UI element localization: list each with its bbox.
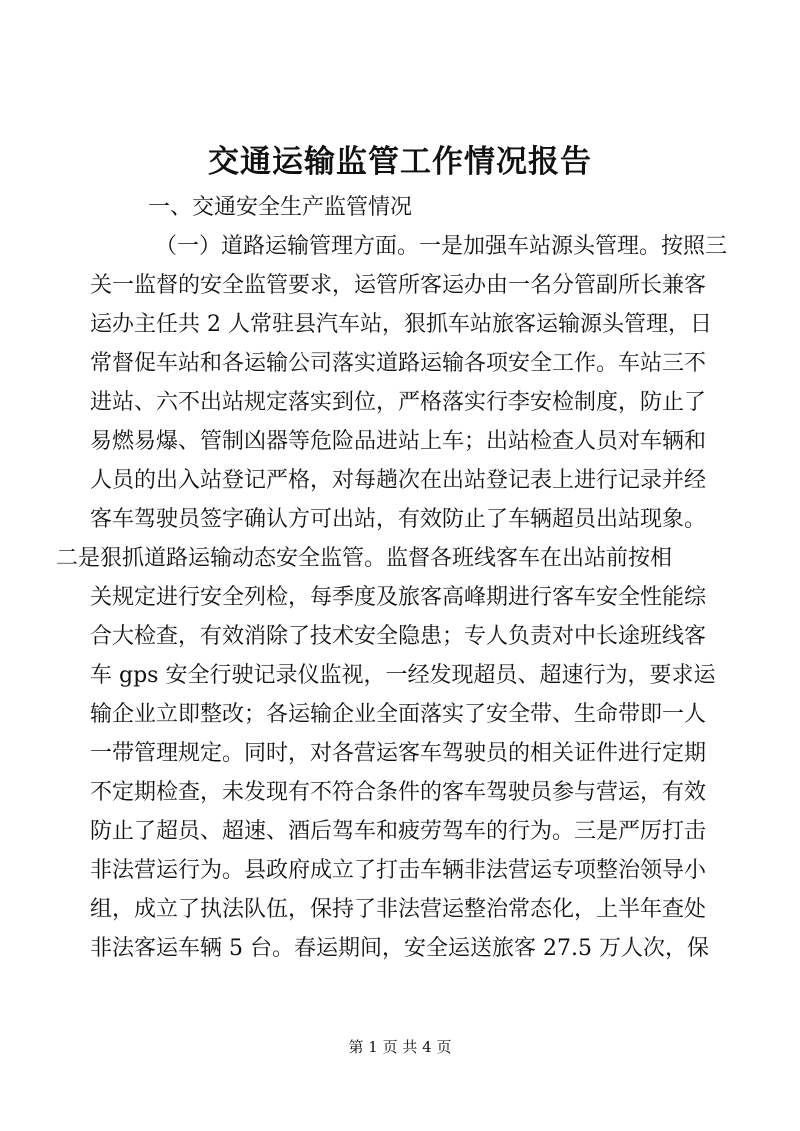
paragraph-line: 常督促车站和各运输公司落实道路运输各项安全工作。车站三不 bbox=[90, 351, 707, 376]
paragraph-line: 组，成立了执法队伍，保持了非法营运整治常态化，上半年查处 bbox=[90, 897, 707, 922]
paragraph-line: 一带管理规定。同时，对各营运客车驾驶员的相关证件进行定期 bbox=[90, 741, 707, 766]
page-footer: 第 1 页 共 4 页 bbox=[348, 1038, 452, 1056]
section-heading: 一、交通安全生产监管情况 bbox=[148, 195, 413, 220]
paragraph-line: 关一监督的安全监管要求，运管所客运办由一名分管副所长兼客 bbox=[90, 273, 707, 298]
paragraph-line: 易燃易爆、管制凶器等危险品进站上车；出站检查人员对车辆和 bbox=[90, 429, 707, 454]
paragraph-line: 输企业立即整改；各运输企业全面落实了安全带、生命带即一人 bbox=[90, 702, 707, 727]
paragraph-line: 防止了超员、超速、酒后驾车和疲劳驾车的行为。三是严厉打击 bbox=[90, 819, 707, 844]
paragraph-line: 运办主任共 2 人常驻县汽车站，狠抓车站旅客运输源头管理，日 bbox=[90, 312, 712, 337]
paragraph-line: 车 gps 安全行驶记录仪监视，一经发现超员、超速行为，要求运 bbox=[90, 663, 716, 688]
paragraph-line: 不定期检查，未发现有不符合条件的客车驾驶员参与营运，有效 bbox=[90, 780, 707, 805]
paragraph-line: 进站、六不出站规定落实到位，严格落实行李安检制度，防止了 bbox=[90, 390, 707, 415]
paragraph-line: 关规定进行安全列检，每季度及旅客高峰期进行客车安全性能综 bbox=[90, 585, 707, 610]
paragraph-line: 合大检查，有效消除了技术安全隐患；专人负责对中长途班线客 bbox=[90, 624, 707, 649]
paragraph-line: （一）道路运输管理方面。一是加强车站源头管理。按照三 bbox=[155, 234, 728, 259]
document-title: 交通运输监管工作情况报告 bbox=[208, 144, 592, 180]
paragraph-line: 客车驾驶员签字确认方可出站，有效防止了车辆超员出站现象。 bbox=[90, 507, 707, 532]
paragraph-line: 非法客运车辆 5 台。春运期间，安全运送旅客 27.5 万人次，保 bbox=[90, 936, 709, 961]
paragraph-line: 人员的出入站登记严格，对每趟次在出站登记表上进行记录并经 bbox=[90, 468, 707, 493]
paragraph-line: 二是狠抓道路运输动态安全监管。监督各班线客车在出站前按相 bbox=[56, 546, 673, 571]
paragraph-line: 非法营运行为。县政府成立了打击车辆非法营运专项整治领导小 bbox=[90, 858, 707, 883]
